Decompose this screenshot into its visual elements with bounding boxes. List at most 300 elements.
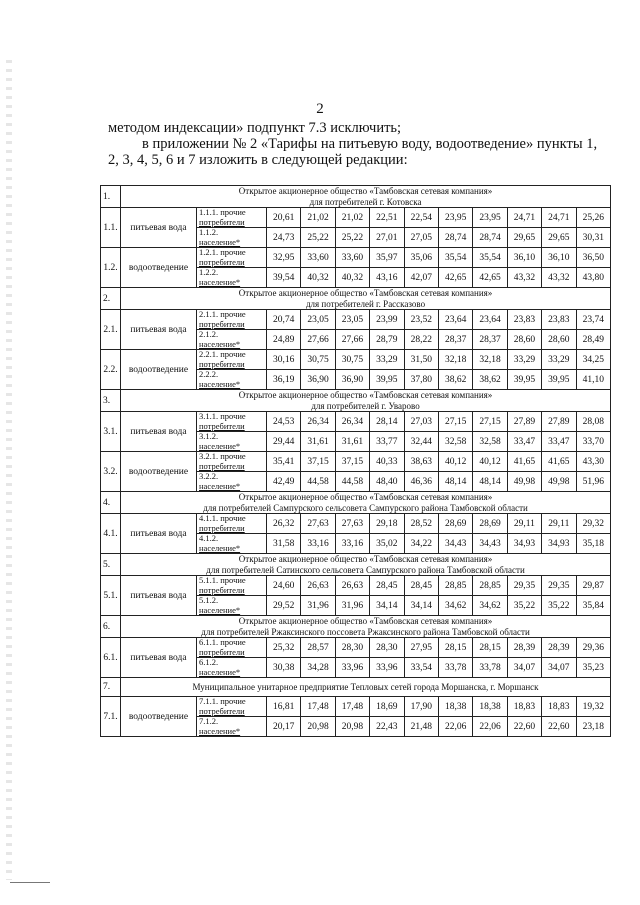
section-number: 5. (101, 554, 121, 576)
category-line-1: 6.1.1. прочие (199, 637, 246, 647)
tariff-value: 34,43 (473, 534, 507, 554)
tariff-value: 35,41 (267, 452, 301, 472)
section-title-line-2: для потребителей Ржаксинского поссовета Ржаксинского района Тамбовской области (201, 626, 530, 637)
row-number: 1.2. (101, 248, 121, 288)
category-line-1: 5.1.2. (199, 595, 219, 605)
section-title (121, 288, 611, 310)
tariff-value: 27,66 (335, 330, 369, 350)
category-line-2: потребители (199, 318, 245, 329)
intro-line-2: в приложении № 2 «Тарифы на питьевую воду, водоотведение» пункты 1, (142, 136, 598, 152)
tariff-value: 28,57 (301, 638, 335, 658)
tariff-value: 40,33 (370, 452, 404, 472)
category-line-2: потребители (199, 460, 245, 471)
tariff-value: 23,83 (507, 310, 541, 330)
tariff-value: 25,32 (267, 638, 301, 658)
section-title (121, 554, 611, 576)
tariff-value: 35,02 (370, 534, 404, 554)
tariff-value: 26,32 (267, 514, 301, 534)
tariff-value: 20,61 (267, 208, 301, 228)
tariff-value: 38,62 (438, 370, 472, 390)
tariff-value: 32,58 (438, 432, 472, 452)
table-row (101, 412, 611, 432)
tariff-value: 27,01 (370, 228, 404, 248)
category-line-1: 1.2.2. (199, 267, 219, 277)
tariff-value: 22,06 (473, 717, 507, 737)
section-number: 7. (101, 678, 121, 697)
tariff-value: 22,60 (507, 717, 541, 737)
tariff-value: 29,18 (370, 514, 404, 534)
tariff-value: 20,98 (301, 717, 335, 737)
tariff-value: 29,44 (267, 432, 301, 452)
tariff-value: 28,69 (473, 514, 507, 534)
intro-text (108, 120, 608, 168)
tariff-value: 44,58 (301, 472, 335, 492)
tariff-value: 33,60 (335, 248, 369, 268)
category-line-2: потребители (199, 256, 245, 267)
tariff-value: 37,15 (335, 452, 369, 472)
tariff-value: 32,95 (267, 248, 301, 268)
tariff-value: 30,75 (301, 350, 335, 370)
tariff-value: 20,74 (267, 310, 301, 330)
tariff-value: 25,26 (576, 208, 611, 228)
consumer-category (197, 208, 267, 228)
table-row (101, 576, 611, 596)
category-line-2: потребители (199, 216, 245, 227)
tariff-value: 23,95 (473, 208, 507, 228)
service-name: питьевая вода (121, 412, 197, 452)
tariff-value: 28,74 (438, 228, 472, 248)
tariff-value: 18,83 (507, 697, 541, 717)
section-number: 1. (101, 186, 121, 208)
section-title-line-1: Открытое акционерное общество «Тамбовская сетевая компания» (238, 390, 493, 400)
tariff-value: 36,10 (542, 248, 576, 268)
table-row (101, 452, 611, 472)
tariff-value: 48,14 (473, 472, 507, 492)
service-name: водоотведение (121, 452, 197, 492)
service-name: питьевая вода (121, 208, 197, 248)
tariff-value: 44,58 (335, 472, 369, 492)
category-line-2: потребители (199, 358, 245, 369)
category-line-1: 6.1.2. (199, 657, 219, 667)
section-title-line-2: для потребителей г. Уварово (311, 400, 420, 411)
tariff-value: 33,78 (438, 658, 472, 678)
tariff-value: 23,64 (473, 310, 507, 330)
consumer-category (197, 576, 267, 596)
tariff-value: 31,96 (335, 596, 369, 616)
tariff-value: 28,15 (438, 638, 472, 658)
section-title-line-1: Открытое акционерное общество «Тамбовская сетевая компания» (238, 186, 493, 196)
consumer-category (197, 472, 267, 492)
intro-line-3: 2, 3, 4, 5, 6 и 7 изложить в следующей редакции: (108, 152, 408, 168)
tariff-value: 28,22 (404, 330, 438, 350)
tariff-value: 42,65 (438, 268, 472, 288)
table-row (101, 638, 611, 658)
row-number: 5.1. (101, 576, 121, 616)
tariff-value: 36,50 (576, 248, 611, 268)
tariff-value: 22,06 (438, 717, 472, 737)
tariff-value: 28,14 (370, 412, 404, 432)
tariff-value: 43,80 (576, 268, 611, 288)
tariff-value: 29,35 (507, 576, 541, 596)
consumer-category (197, 514, 267, 534)
section-header-row (101, 678, 611, 697)
row-number: 3.1. (101, 412, 121, 452)
category-line-1: 7.1.1. прочие (199, 696, 246, 706)
tariff-value: 37,15 (301, 452, 335, 472)
consumer-category (197, 432, 267, 452)
tariff-value: 33,29 (542, 350, 576, 370)
category-line-2: население* (199, 480, 241, 491)
section-title (121, 616, 611, 638)
service-name: водоотведение (121, 350, 197, 390)
row-number: 2.2. (101, 350, 121, 390)
tariff-value: 28,45 (370, 576, 404, 596)
tariff-value: 22,54 (404, 208, 438, 228)
tariff-value: 18,83 (542, 697, 576, 717)
tariff-value: 29,65 (542, 228, 576, 248)
tariff-value: 31,61 (301, 432, 335, 452)
tariff-value: 19,32 (576, 697, 611, 717)
tariff-value: 23,18 (576, 717, 611, 737)
tariff-value: 27,15 (473, 412, 507, 432)
consumer-category (197, 412, 267, 432)
consumer-category (197, 248, 267, 268)
tariff-value: 23,95 (438, 208, 472, 228)
tariff-value: 34,25 (576, 350, 611, 370)
category-line-1: 3.1.1. прочие (199, 411, 246, 421)
tariff-value: 31,61 (335, 432, 369, 452)
category-line-1: 3.1.2. (199, 431, 219, 441)
tariff-value: 33,77 (370, 432, 404, 452)
tariff-value: 29,11 (542, 514, 576, 534)
category-line-1: 5.1.1. прочие (199, 575, 246, 585)
tariff-value: 42,65 (473, 268, 507, 288)
tariff-value: 18,38 (438, 697, 472, 717)
section-number: 4. (101, 492, 121, 514)
category-line-1: 3.2.1. прочие (199, 451, 246, 461)
category-line-1: 2.2.2. (199, 369, 219, 379)
section-header-row (101, 288, 611, 310)
consumer-category (197, 534, 267, 554)
tariff-value: 34,93 (542, 534, 576, 554)
tariff-value: 31,96 (301, 596, 335, 616)
tariff-value: 28,39 (542, 638, 576, 658)
section-header-row (101, 492, 611, 514)
tariff-value: 48,40 (370, 472, 404, 492)
tariff-value: 28,85 (473, 576, 507, 596)
tariff-value: 28,45 (404, 576, 438, 596)
consumer-category (197, 452, 267, 472)
tariff-value: 49,98 (542, 472, 576, 492)
tariff-value: 23,83 (542, 310, 576, 330)
section-title-line-1: Открытое акционерное общество «Тамбовская сетевая компания» (238, 616, 493, 626)
page-number: 2 (316, 101, 324, 117)
tariff-value: 28,08 (576, 412, 611, 432)
tariff-value: 39,95 (542, 370, 576, 390)
tariff-value: 33,29 (370, 350, 404, 370)
tariff-value: 27,66 (301, 330, 335, 350)
category-line-2: население* (199, 338, 241, 349)
tariff-value: 28,37 (438, 330, 472, 350)
tariff-value: 33,16 (335, 534, 369, 554)
section-title-line-1: Открытое акционерное общество «Тамбовская сетевая компания» (238, 492, 493, 502)
tariff-value: 21,02 (335, 208, 369, 228)
tariff-value: 17,90 (404, 697, 438, 717)
service-name: питьевая вода (121, 576, 197, 616)
tariff-value: 27,63 (301, 514, 335, 534)
tariff-value: 32,18 (473, 350, 507, 370)
category-line-1: 2.1.2. (199, 329, 219, 339)
tariff-value: 33,29 (507, 350, 541, 370)
tariff-value: 40,12 (473, 452, 507, 472)
tariff-value: 41,65 (507, 452, 541, 472)
service-name: водоотведение (121, 697, 197, 737)
tariff-value: 22,51 (370, 208, 404, 228)
tariff-value: 18,69 (370, 697, 404, 717)
tariff-value: 24,71 (542, 208, 576, 228)
tariff-value: 33,54 (404, 658, 438, 678)
tariff-value: 34,62 (473, 596, 507, 616)
tariff-value: 29,11 (507, 514, 541, 534)
tariff-value: 35,97 (370, 248, 404, 268)
category-line-2: население* (199, 604, 241, 615)
category-line-2: население* (199, 236, 241, 247)
tariff-value: 33,60 (301, 248, 335, 268)
tariff-value: 33,47 (542, 432, 576, 452)
category-line-2: население* (199, 725, 241, 736)
tariff-value: 43,32 (507, 268, 541, 288)
table-row (101, 697, 611, 717)
tariff-value: 35,54 (438, 248, 472, 268)
tariff-value: 21,48 (404, 717, 438, 737)
table-row (101, 514, 611, 534)
tariff-value: 28,30 (335, 638, 369, 658)
table-row (101, 350, 611, 370)
tariff-value: 46,36 (404, 472, 438, 492)
tariff-value: 33,47 (507, 432, 541, 452)
consumer-category (197, 268, 267, 288)
tariff-value: 24,73 (267, 228, 301, 248)
tariff-value: 36,90 (335, 370, 369, 390)
tariff-value: 42,49 (267, 472, 301, 492)
tariff-value: 23,74 (576, 310, 611, 330)
category-line-1: 4.1.1. прочие (199, 513, 246, 523)
row-number: 2.1. (101, 310, 121, 350)
tariff-value: 27,63 (335, 514, 369, 534)
tariff-value: 30,75 (335, 350, 369, 370)
tariff-value: 36,19 (267, 370, 301, 390)
row-number: 4.1. (101, 514, 121, 554)
service-name: питьевая вода (121, 310, 197, 350)
tariff-value: 28,60 (542, 330, 576, 350)
tariff-value: 34,22 (404, 534, 438, 554)
tariff-value: 18,38 (473, 697, 507, 717)
tariff-value: 24,60 (267, 576, 301, 596)
tariff-value: 24,71 (507, 208, 541, 228)
tariff-value: 34,14 (370, 596, 404, 616)
tariff-table (100, 185, 611, 737)
section-title-line-2: для потребителей г. Котовска (309, 196, 422, 207)
tariff-value: 35,06 (404, 248, 438, 268)
row-number: 6.1. (101, 638, 121, 678)
tariff-value: 24,53 (267, 412, 301, 432)
row-number: 3.2. (101, 452, 121, 492)
tariff-value: 51,96 (576, 472, 611, 492)
tariff-value: 29,87 (576, 576, 611, 596)
consumer-category (197, 228, 267, 248)
tariff-value: 28,39 (507, 638, 541, 658)
table-row (101, 310, 611, 330)
tariff-value: 38,62 (473, 370, 507, 390)
category-line-2: потребители (199, 420, 245, 431)
tariff-value: 49,98 (507, 472, 541, 492)
tariff-value: 39,95 (370, 370, 404, 390)
section-number: 6. (101, 616, 121, 638)
category-line-2: потребители (199, 705, 245, 716)
tariff-value: 27,89 (542, 412, 576, 432)
tariff-value: 43,16 (370, 268, 404, 288)
tariff-value: 34,43 (438, 534, 472, 554)
section-header-row (101, 554, 611, 576)
category-line-1: 4.1.2. (199, 533, 219, 543)
consumer-category (197, 370, 267, 390)
intro-line-1: методом индексации» подпункт 7.3 исключить; (108, 120, 402, 136)
tariff-value: 28,85 (438, 576, 472, 596)
tariff-value: 29,36 (576, 638, 611, 658)
consumer-category (197, 330, 267, 350)
tariff-value: 37,80 (404, 370, 438, 390)
tariff-value: 20,17 (267, 717, 301, 737)
tariff-value: 30,16 (267, 350, 301, 370)
tariff-value: 33,96 (370, 658, 404, 678)
tariff-value: 28,74 (473, 228, 507, 248)
tariff-value: 36,90 (301, 370, 335, 390)
tariff-value: 43,30 (576, 452, 611, 472)
tariff-value: 34,28 (301, 658, 335, 678)
tariff-value: 27,05 (404, 228, 438, 248)
tariff-value: 36,10 (507, 248, 541, 268)
tariff-value: 30,31 (576, 228, 611, 248)
tariff-value: 28,30 (370, 638, 404, 658)
tariff-value: 16,81 (267, 697, 301, 717)
section-number: 3. (101, 390, 121, 412)
tariff-value: 23,05 (335, 310, 369, 330)
consumer-category (197, 596, 267, 616)
tariff-value: 40,12 (438, 452, 472, 472)
table-row (101, 208, 611, 228)
tariff-value: 29,65 (507, 228, 541, 248)
tariff-value: 28,49 (576, 330, 611, 350)
tariff-value: 29,32 (576, 514, 611, 534)
section-header-row (101, 616, 611, 638)
category-line-2: население* (199, 542, 241, 553)
tariff-value: 35,84 (576, 596, 611, 616)
tariff-value: 35,54 (473, 248, 507, 268)
tariff-value: 23,52 (404, 310, 438, 330)
tariff-value: 34,14 (404, 596, 438, 616)
consumer-category (197, 350, 267, 370)
category-line-2: население* (199, 378, 241, 389)
tariff-value: 28,79 (370, 330, 404, 350)
tariff-value: 35,22 (542, 596, 576, 616)
section-title-line-2: для потребителей г. Рассказово (305, 298, 426, 309)
tariff-value: 27,03 (404, 412, 438, 432)
tariff-value: 40,32 (335, 268, 369, 288)
section-number: 2. (101, 288, 121, 310)
tariff-value: 34,93 (507, 534, 541, 554)
tariff-value: 28,52 (404, 514, 438, 534)
section-title-line-2: для потребителей Сатинского сельсовета Сампурского района Тамбовской области (206, 564, 525, 575)
tariff-value: 21,02 (301, 208, 335, 228)
tariff-value: 34,07 (542, 658, 576, 678)
tariff-value: 27,95 (404, 638, 438, 658)
tariff-value: 41,10 (576, 370, 611, 390)
consumer-category (197, 310, 267, 330)
tariff-value: 27,89 (507, 412, 541, 432)
category-line-2: население* (199, 440, 241, 451)
category-line-2: потребители (199, 584, 245, 595)
scan-margin-artifact (6, 60, 12, 880)
tariff-value: 28,37 (473, 330, 507, 350)
tariff-value: 23,05 (301, 310, 335, 330)
category-line-1: 1.2.1. прочие (199, 247, 246, 257)
tariff-value: 35,22 (507, 596, 541, 616)
section-title (121, 390, 611, 412)
tariff-value: 23,99 (370, 310, 404, 330)
section-title (121, 492, 611, 514)
tariff-value: 31,50 (404, 350, 438, 370)
section-title-line-1: Муниципальное унитарное предприятие Тепловых сетей города Моршанска, г. Моршанск (192, 681, 539, 692)
section-title (121, 678, 611, 697)
section-header-row (101, 390, 611, 412)
tariff-value: 31,58 (267, 534, 301, 554)
tariff-value: 17,48 (335, 697, 369, 717)
tariff-value: 43,32 (542, 268, 576, 288)
category-line-1: 7.1.2. (199, 716, 219, 726)
tariff-value: 24,89 (267, 330, 301, 350)
tariff-value: 28,15 (473, 638, 507, 658)
tariff-value: 29,35 (542, 576, 576, 596)
section-title-line-1: Открытое акционерное общество «Тамбовская сетевая компания» (238, 554, 493, 564)
consumer-category (197, 658, 267, 678)
tariff-value: 26,63 (301, 576, 335, 596)
category-line-2: население* (199, 666, 241, 677)
tariff-value: 28,69 (438, 514, 472, 534)
category-line-2: потребители (199, 646, 245, 657)
service-name: питьевая вода (121, 638, 197, 678)
consumer-category (197, 697, 267, 717)
tariff-value: 34,07 (507, 658, 541, 678)
consumer-category (197, 717, 267, 737)
consumer-category (197, 638, 267, 658)
tariff-value: 40,32 (301, 268, 335, 288)
tariff-value: 22,60 (542, 717, 576, 737)
section-header-row (101, 186, 611, 208)
tariff-value: 48,14 (438, 472, 472, 492)
service-name: водоотведение (121, 248, 197, 288)
section-title-line-1: Открытое акционерное общество «Тамбовская сетевая компания» (238, 288, 493, 298)
tariff-value: 17,48 (301, 697, 335, 717)
tariff-value: 26,63 (335, 576, 369, 596)
tariff-value: 33,16 (301, 534, 335, 554)
tariff-value: 38,63 (404, 452, 438, 472)
tariff-value: 25,22 (335, 228, 369, 248)
tariff-table-wrapper (100, 185, 610, 737)
table-row (101, 248, 611, 268)
category-line-2: потребители (199, 522, 245, 533)
tariff-value: 35,23 (576, 658, 611, 678)
category-line-1: 3.2.2. (199, 471, 219, 481)
